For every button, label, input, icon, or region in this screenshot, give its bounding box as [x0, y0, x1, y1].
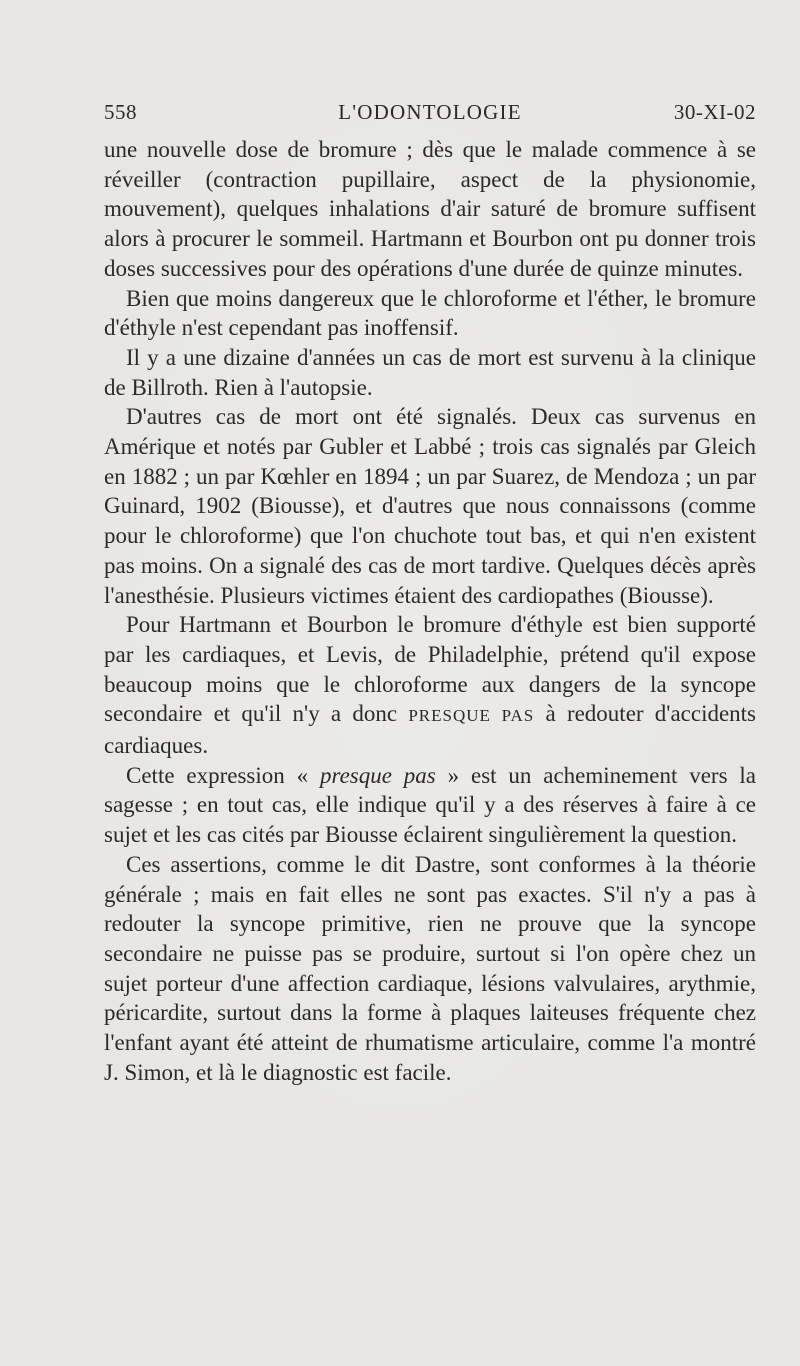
body-text — [104, 135, 756, 1088]
paragraph: Il y a une dizaine d'années un cas de mort est survenu à la clinique de Billroth. Rien à l'autopsie. — [104, 344, 756, 400]
running-title: L'ODONTOLOGIE — [338, 100, 522, 124]
paragraph-text: à redouter d'accidents cardiaques. — [104, 701, 757, 759]
page-number: 558 — [104, 100, 137, 124]
small-caps-text: PRESQUE PAS — [408, 706, 535, 726]
issue-date: 30-XI-02 — [673, 100, 756, 124]
paragraph — [104, 610, 756, 761]
paragraph — [104, 761, 756, 850]
paragraph: Ces assertions, comme le dit Dastre, sont conformes à la théorie générale ; mais en fait elles ne sont pas exactes. S'il n'y a pas à redouter la syncope primitive, rien ne prouve que la syncope secondaire ne puisse pas se produire, surtout si l'on opère chez un sujet porteur d'une affection cardiaque, lésions valvulaires, arythmie, péricardite, surtout dans la forme à plaques laiteuses fréquente chez l'enfant ayant été atteint de rhumatisme articulaire, comme l'a montré J. Simon, et là le diagnostic est facile. — [104, 851, 756, 1085]
paragraph-text: Cette expression « — [126, 762, 320, 788]
paragraph-text: » est un acheminement vers la sagesse ; en tout cas, elle indique qu'il y a des réserves à faire à ce sujet et les cas cités par Biousse éclairent singulièrement la question. — [104, 762, 756, 848]
italic-text: presque pas — [319, 762, 436, 788]
paragraph-continuation: une nouvelle dose de bromure ; dès que le malade commence à se réveiller (contraction pupillaire, aspect de la physionomie, mouvement), quelques inhalations d'air saturé de bromure suffisent alors à procurer le sommeil. Hartmann et Bourbon ont pu donner trois doses successives pour des opérations d'une durée de quinze minutes. — [104, 137, 756, 281]
paragraph-text: Pour Hartmann et Bourbon le bromure d'éthyle est bien supporté par les cardiaques, et Levis, de Philadelphie, prétend qu'il expose beaucoup moins que le chloroforme aux dangers de la syncope secondaire et qu'il n'y a donc — [104, 612, 756, 727]
paragraph: Bien que moins dangereux que le chloroforme et l'éther, le bromure d'éthyle n'est cependant pas inoffensif. — [104, 285, 756, 341]
page-header — [104, 100, 756, 130]
paragraph: D'autres cas de mort ont été signalés. Deux cas survenus en Amérique et notés par Gubler et Labbé ; trois cas signalés par Gleich en 1882 ; un par Kœhler en 1894 ; un par Suarez, de Mendoza ; un par Guinard, 1902 (Biousse), et d'autres que nous connaissons (comme pour le chloroforme) que l'on chuchote tout bas, et qui n'en existent pas moins. On a signalé des cas de mort tardive. Quelques décès après l'anesthésie. Plusieurs victimes étaient des cardiopathes (Biousse). — [104, 404, 756, 608]
